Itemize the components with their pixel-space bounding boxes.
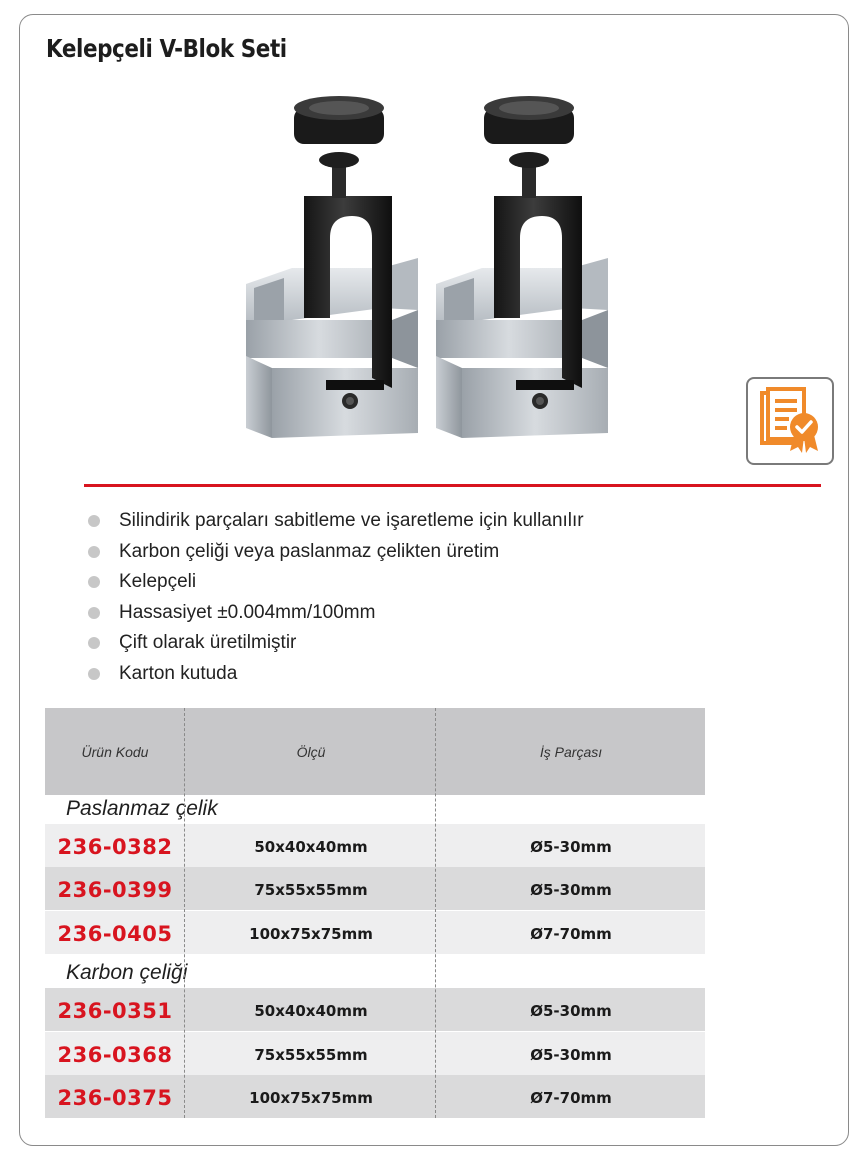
size-cell: 50x40x40mm xyxy=(254,1002,368,1020)
table-row xyxy=(45,1032,705,1075)
bullet-icon xyxy=(88,607,100,619)
bullet-icon xyxy=(88,546,100,558)
workpiece-cell: Ø5-30mm xyxy=(530,1046,612,1064)
feature-item: Hassasiyet ±0.004mm/100mm xyxy=(86,601,584,632)
table-row xyxy=(45,911,705,954)
product-code: 236-0382 xyxy=(57,835,173,859)
section-divider xyxy=(84,484,821,487)
size-cell: 100x75x75mm xyxy=(249,925,373,943)
group-label-stainless: Paslanmaz çelik xyxy=(66,797,218,820)
workpiece-cell: Ø5-30mm xyxy=(530,1002,612,1020)
table-header xyxy=(45,708,705,795)
table-row xyxy=(45,988,705,1031)
workpiece-cell: Ø7-70mm xyxy=(530,1089,612,1107)
bullet-icon xyxy=(88,668,100,680)
feature-item: Karton kutuda xyxy=(86,662,584,693)
workpiece-cell: Ø5-30mm xyxy=(530,881,612,899)
product-code: 236-0351 xyxy=(57,999,173,1023)
size-cell: 75x55x55mm xyxy=(254,1046,368,1064)
bullet-icon xyxy=(88,637,100,649)
page-title: Kelepçeli V-Blok Seti xyxy=(46,34,287,63)
table-row xyxy=(45,867,705,910)
product-code: 236-0368 xyxy=(57,1043,173,1067)
header-product-code: Ürün Kodu xyxy=(81,744,149,760)
product-code: 236-0405 xyxy=(57,922,173,946)
column-divider xyxy=(435,708,436,1118)
feature-item: Çift olarak üretilmiştir xyxy=(86,631,584,662)
header-workpiece: İş Parçası xyxy=(539,744,603,760)
header-size: Ölçü xyxy=(296,744,326,760)
feature-item: Silindirik parçaları sabitleme ve işaretleme için kullanılır xyxy=(86,509,584,540)
table-row xyxy=(45,1075,705,1118)
feature-list xyxy=(86,509,584,692)
workpiece-cell: Ø5-30mm xyxy=(530,838,612,856)
product-code: 236-0399 xyxy=(57,878,173,902)
size-cell: 100x75x75mm xyxy=(249,1089,373,1107)
product-code: 236-0375 xyxy=(57,1086,173,1110)
certificate-document-icon xyxy=(748,379,832,463)
size-cell: 50x40x40mm xyxy=(254,838,368,856)
workpiece-cell: Ø7-70mm xyxy=(530,925,612,943)
group-label-carbon: Karbon çeliği xyxy=(66,961,188,984)
column-divider xyxy=(184,708,185,1118)
certificate-badge xyxy=(746,377,834,465)
table-row xyxy=(45,824,705,867)
feature-item: Kelepçeli xyxy=(86,570,584,601)
size-cell: 75x55x55mm xyxy=(254,881,368,899)
feature-item: Karbon çeliği veya paslanmaz çelikten üretim xyxy=(86,540,584,571)
v-block-pair-image xyxy=(232,88,622,448)
bullet-icon xyxy=(88,576,100,588)
bullet-icon xyxy=(88,515,100,527)
